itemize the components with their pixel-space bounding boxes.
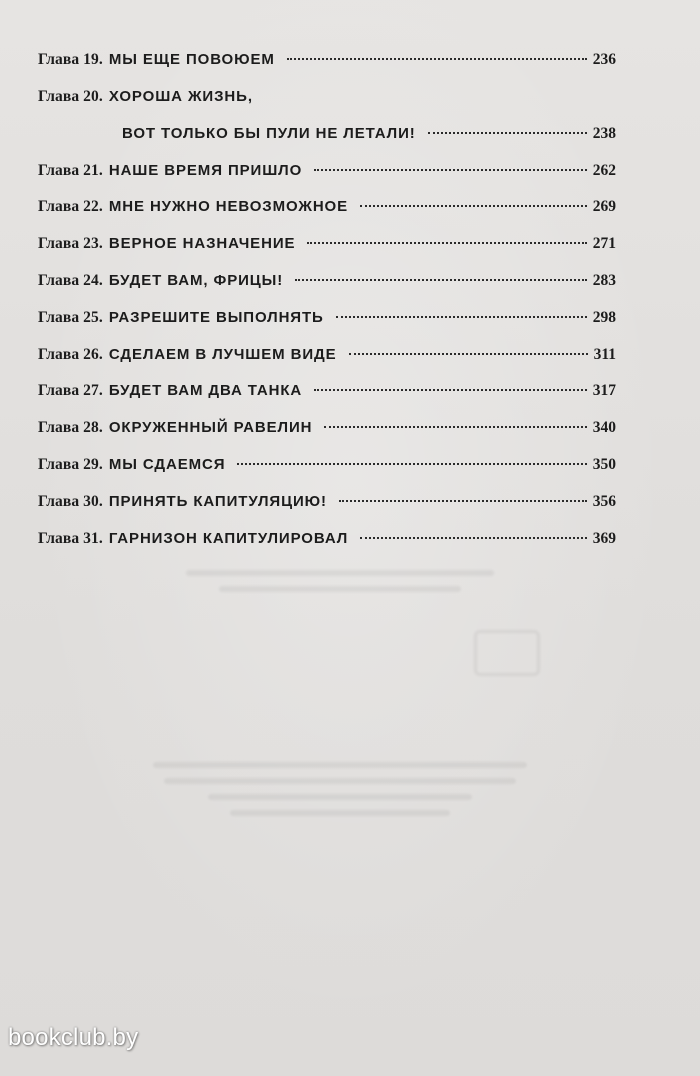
page-number: 262: [592, 161, 616, 179]
dot-leader: [339, 500, 587, 502]
chapter-number: Глава 26.: [38, 345, 103, 363]
chapter-title: НАШЕ ВРЕМЯ ПРИШЛО: [108, 161, 303, 179]
chapter-title: РАЗРЕШИТЕ ВЫПОЛНЯТЬ: [108, 308, 324, 326]
page-number: 269: [592, 198, 616, 216]
chapter-title-continuation: ВОТ ТОЛЬКО БЫ ПУЛИ НЕ ЛЕТАЛИ!: [122, 124, 416, 142]
dot-leader: [336, 316, 587, 318]
dot-leader: [287, 58, 587, 60]
chapter-number: Глава 21.: [38, 161, 103, 179]
toc-entry: [38, 158, 616, 195]
page-number: 283: [592, 271, 616, 289]
chapter-number: Глава 28.: [38, 419, 103, 437]
toc-entry: [38, 489, 616, 526]
toc-entry: [38, 194, 616, 231]
table-of-contents: [38, 47, 616, 562]
chapter-number: Глава 27.: [38, 382, 103, 400]
chapter-title: БУДЕТ ВАМ ДВА ТАНКА: [108, 382, 303, 400]
toc-entry: [38, 47, 616, 84]
toc-entry: [38, 378, 616, 415]
page-number: 236: [592, 51, 616, 68]
dot-leader: [349, 353, 588, 355]
chapter-title: СДЕЛАЕМ В ЛУЧШЕМ ВИДЕ: [108, 345, 337, 363]
toc-entry: [38, 84, 616, 158]
chapter-title: МЫ СДАЕМСЯ: [108, 455, 226, 473]
chapter-number: Глава 22.: [38, 198, 103, 216]
chapter-title: ВЕРНОЕ НАЗНАЧЕНИЕ: [108, 235, 296, 253]
dot-leader: [428, 132, 587, 134]
toc-entry: [38, 342, 616, 379]
chapter-number: Глава 20.: [38, 87, 103, 105]
chapter-number: Глава 31.: [38, 529, 103, 547]
dot-leader: [360, 205, 587, 207]
page-number: 369: [592, 529, 616, 547]
chapter-number: Глава 19.: [38, 51, 103, 68]
dot-leader: [324, 426, 586, 428]
chapter-title: МЫ ЕЩЕ ПОВОЮЕМ: [108, 51, 275, 68]
chapter-number: Глава 30.: [38, 492, 103, 510]
chapter-number: Глава 25.: [38, 308, 103, 326]
dot-leader: [237, 463, 586, 465]
dot-leader: [314, 169, 587, 171]
toc-entry: [38, 305, 616, 342]
page-number: 311: [593, 345, 616, 363]
page-number: 238: [592, 124, 616, 142]
page-number: 271: [592, 235, 616, 253]
chapter-title: ГАРНИЗОН КАПИТУЛИРОВАЛ: [108, 529, 349, 547]
chapter-number: Глава 23.: [38, 235, 103, 253]
dot-leader: [307, 242, 586, 244]
dot-leader: [295, 279, 587, 281]
page-number: 317: [592, 382, 616, 400]
toc-entry: [38, 452, 616, 489]
dot-leader: [360, 537, 587, 539]
page-number: 298: [592, 308, 616, 326]
page-number: 356: [592, 492, 616, 510]
chapter-title: ПРИНЯТЬ КАПИТУЛЯЦИЮ!: [108, 492, 327, 510]
page-number: 340: [592, 419, 616, 437]
toc-entry: [38, 231, 616, 268]
show-through-background: [120, 560, 560, 960]
chapter-title: БУДЕТ ВАМ, ФРИЦЫ!: [108, 271, 284, 289]
chapter-title: МНЕ НУЖНО НЕВОЗМОЖНОЕ: [108, 198, 349, 216]
chapter-number: Глава 24.: [38, 271, 103, 289]
watermark-text: bookclub.by: [8, 1024, 139, 1051]
chapter-number: Глава 29.: [38, 455, 103, 473]
page-number: 350: [592, 455, 616, 473]
toc-entry: [38, 415, 616, 452]
chapter-title: ОКРУЖЕННЫЙ РАВЕЛИН: [108, 419, 313, 437]
toc-entry: [38, 268, 616, 305]
dot-leader: [314, 389, 587, 391]
chapter-title: ХОРОША ЖИЗНЬ,: [108, 87, 253, 105]
toc-entry: [38, 526, 616, 563]
